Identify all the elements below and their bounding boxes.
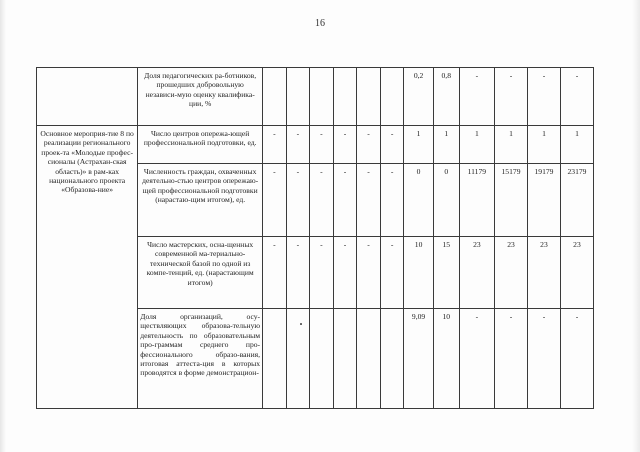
indicator-value xyxy=(310,309,334,409)
indicator-value: 10 xyxy=(404,237,433,309)
indicator-value: 23 xyxy=(527,237,560,309)
indicator-value: 1 xyxy=(527,126,560,164)
table-row xyxy=(37,126,594,164)
indicator-value: - xyxy=(527,309,560,409)
indicator-value xyxy=(380,68,404,126)
indicator-value: - xyxy=(333,237,357,309)
indicator-value: 11179 xyxy=(459,164,494,237)
indicator-name: Численность граждан, охваченных деятельно-стью центров опережаю-щей профессиональной подготовки (нарастаю-щим итогом), ед. xyxy=(138,164,263,237)
indicator-value: 1 xyxy=(459,126,494,164)
indicator-name: Доля организаций, осу-ществляющих образова-тельную деятельность по образовательным про-граммам среднего про-фессионального образо-вания, итоговая аттеста-ция в которых проводятся в форме демонстрацион- xyxy=(138,309,263,409)
scan-speck xyxy=(300,323,302,325)
indicator-value: - xyxy=(263,164,287,237)
indicator-value: - xyxy=(380,126,404,164)
indicator-value: - xyxy=(380,164,404,237)
table-row xyxy=(37,68,594,126)
indicator-value xyxy=(357,309,381,409)
indicator-value xyxy=(310,68,334,126)
indicator-value: 10 xyxy=(433,309,459,409)
indicator-value: 0,2 xyxy=(404,68,433,126)
indicator-value: - xyxy=(286,164,310,237)
indicator-value: 1 xyxy=(404,126,433,164)
indicator-value: 1 xyxy=(433,126,459,164)
indicator-value: - xyxy=(310,237,334,309)
indicator-value xyxy=(357,68,381,126)
indicator-value: 9,09 xyxy=(404,309,433,409)
indicator-value xyxy=(263,68,287,126)
indicator-value xyxy=(333,309,357,409)
indicator-name: Число мастерских, осна-щенных современной ма-териально-технической базой по одной из компе-тенций, ед. (нарастающим итогом) xyxy=(138,237,263,309)
indicator-name: Число центров опережа-ющей профессиональной подготовки, ед. xyxy=(138,126,263,164)
indicator-value: - xyxy=(263,237,287,309)
indicator-value: - xyxy=(357,237,381,309)
indicator-value xyxy=(286,68,310,126)
indicator-value xyxy=(380,309,404,409)
scan-shadow-left xyxy=(0,0,6,452)
indicator-value: - xyxy=(286,237,310,309)
indicator-value: - xyxy=(310,164,334,237)
indicator-value: - xyxy=(560,68,593,126)
indicator-value: 0,8 xyxy=(433,68,459,126)
indicator-value: 1 xyxy=(560,126,593,164)
indicator-value: - xyxy=(263,126,287,164)
indicator-value xyxy=(263,309,287,409)
indicator-value: 0 xyxy=(433,164,459,237)
indicator-value: - xyxy=(333,126,357,164)
indicator-value: 19179 xyxy=(527,164,560,237)
indicator-value xyxy=(286,309,310,409)
indicator-value: 23 xyxy=(560,237,593,309)
indicator-value: - xyxy=(459,68,494,126)
indicator-value: 15179 xyxy=(495,164,528,237)
indicator-value: - xyxy=(333,164,357,237)
indicator-value: 23179 xyxy=(560,164,593,237)
indicator-value: - xyxy=(495,309,528,409)
indicator-value: - xyxy=(527,68,560,126)
indicator-value: 0 xyxy=(404,164,433,237)
indicator-value: 1 xyxy=(495,126,528,164)
page-number: 16 xyxy=(315,18,325,29)
indicator-value: - xyxy=(357,164,381,237)
indicator-value: - xyxy=(380,237,404,309)
event-name: Основное мероприя-тие 8 по реализации регионального проек-та «Молодые профес-сионалы (Астрахан-ская область)» в рам-ках национального проекта «Образова-ние» xyxy=(37,126,138,409)
indicator-value: - xyxy=(560,309,593,409)
indicator-value: 15 xyxy=(433,237,459,309)
indicator-value: - xyxy=(357,126,381,164)
indicator-value: 23 xyxy=(495,237,528,309)
scan-shadow-right xyxy=(632,0,640,452)
indicator-value: 23 xyxy=(459,237,494,309)
indicator-value: - xyxy=(459,309,494,409)
indicator-value: - xyxy=(310,126,334,164)
event-name-cell-empty xyxy=(37,68,138,126)
indicator-value: - xyxy=(286,126,310,164)
indicator-value: - xyxy=(495,68,528,126)
indicator-value xyxy=(333,68,357,126)
indicators-table xyxy=(36,67,594,409)
indicator-name: Доля педагогических ра-ботников, прошедших добровольную независи-мую оценку квалифика-ции, % xyxy=(138,68,263,126)
